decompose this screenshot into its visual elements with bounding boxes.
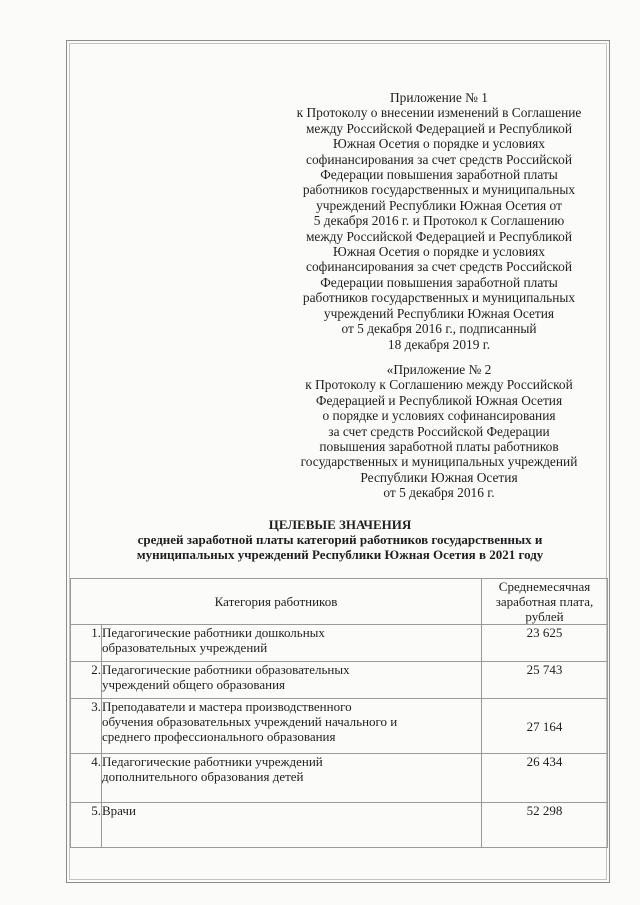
row-salary: 25 743 bbox=[482, 662, 608, 699]
appendix-1-line: между Российской Федерацией и Республикой bbox=[305, 228, 573, 244]
category-line: образовательных учреждений bbox=[102, 640, 268, 655]
row-salary: 26 434 bbox=[482, 754, 608, 803]
appendix-2-header bbox=[274, 362, 604, 501]
appendix-1-line: учреждений Республики Южная Осетия от bbox=[316, 197, 562, 213]
header-salary: Среднемесячная заработная плата, рублей bbox=[482, 579, 608, 625]
row-number: 3. bbox=[71, 699, 102, 754]
category-line: Педагогические работники учреждений bbox=[102, 754, 323, 769]
appendix-1-line: 18 декабря 2019 г. bbox=[387, 336, 491, 352]
appendix-1-header bbox=[274, 90, 604, 352]
appendix-1-line: Приложение № 1 bbox=[389, 90, 489, 105]
appendix-2-line: к Протоколу к Соглашению между Российской bbox=[305, 377, 573, 393]
row-number: 2. bbox=[71, 662, 102, 699]
category-line: дополнительного образования детей bbox=[102, 769, 304, 784]
appendix-2-line: за счет средств Российской Федерации bbox=[328, 423, 550, 439]
row-category bbox=[102, 754, 482, 803]
appendix-1-line: к Протоколу о внесении изменений в Соглашение bbox=[296, 105, 582, 121]
table-row bbox=[71, 699, 608, 754]
category-line: обучения образовательных учреждений начального и bbox=[102, 714, 398, 729]
table-row bbox=[71, 625, 608, 662]
table-header-row bbox=[71, 579, 608, 625]
document-title: ЦЕЛЕВЫЕ ЗНАЧЕНИЯ bbox=[268, 517, 412, 532]
row-salary: 52 298 bbox=[482, 803, 608, 848]
category-line: Врачи bbox=[102, 803, 136, 818]
appendix-1-line: работников государственных и муниципальных bbox=[302, 182, 576, 198]
row-number: 4. bbox=[71, 754, 102, 803]
row-salary: 27 164 bbox=[482, 699, 608, 754]
appendix-2-line: повышения заработной платы работников bbox=[319, 439, 559, 455]
category-line: Педагогические работники образовательных bbox=[102, 662, 350, 677]
table-row bbox=[71, 754, 608, 803]
row-number: 5. bbox=[71, 803, 102, 848]
document-title-block bbox=[70, 517, 610, 562]
appendix-1-line: от 5 декабря 2016 г., подписанный bbox=[341, 321, 537, 337]
document-subtitle-line: муниципальных учреждений Республики Южная Осетия в 2021 году bbox=[136, 547, 544, 562]
appendix-2-line: Федерацией и Республикой Южная Осетия bbox=[315, 392, 563, 408]
appendix-1-line: Южная Осетия о порядке и условиях bbox=[333, 244, 545, 260]
table-row bbox=[71, 803, 608, 848]
document-subtitle-line: средней заработной платы категорий работников государственных и bbox=[137, 532, 543, 547]
appendix-1-line: 5 декабря 2016 г. и Протокол к Соглашению bbox=[313, 213, 565, 229]
appendix-2-line: государственных и муниципальных учреждений bbox=[300, 454, 578, 470]
appendix-2-line: от 5 декабря 2016 г. bbox=[383, 485, 495, 501]
category-line: среднего профессионального образования bbox=[102, 729, 336, 744]
appendix-1-line: учреждений Республики Южная Осетия bbox=[323, 305, 555, 321]
category-line: учреждений общего образования bbox=[102, 677, 286, 692]
row-category bbox=[102, 662, 482, 699]
row-salary: 23 625 bbox=[482, 625, 608, 662]
appendix-1-line: Федерации повышения заработной платы bbox=[320, 274, 558, 290]
appendix-1-line: Южная Осетия о порядке и условиях bbox=[333, 136, 545, 152]
appendix-1-line: софинансирования за счет средств Российской bbox=[306, 259, 572, 275]
appendix-2-line: о порядке и условиях софинансирования bbox=[322, 408, 556, 424]
row-category bbox=[102, 803, 482, 848]
table-row bbox=[71, 662, 608, 699]
salary-targets-table bbox=[70, 578, 608, 848]
row-category bbox=[102, 625, 482, 662]
row-number: 1. bbox=[71, 625, 102, 662]
appendix-2-line: «Приложение № 2 bbox=[386, 362, 492, 377]
appendix-1-line: Федерации повышения заработной платы bbox=[320, 167, 558, 183]
appendix-1-line: софинансирования за счет средств Российской bbox=[306, 151, 572, 167]
category-line: Преподаватели и мастера производственного bbox=[102, 699, 352, 714]
appendix-2-line: Республики Южная Осетия bbox=[360, 469, 518, 485]
row-category bbox=[102, 699, 482, 754]
header-category: Категория работников bbox=[71, 579, 482, 625]
appendix-1-line: между Российской Федерацией и Республикой bbox=[305, 120, 573, 136]
category-line: Педагогические работники дошкольных bbox=[102, 625, 325, 640]
appendix-1-line: работников государственных и муниципальных bbox=[302, 290, 576, 306]
